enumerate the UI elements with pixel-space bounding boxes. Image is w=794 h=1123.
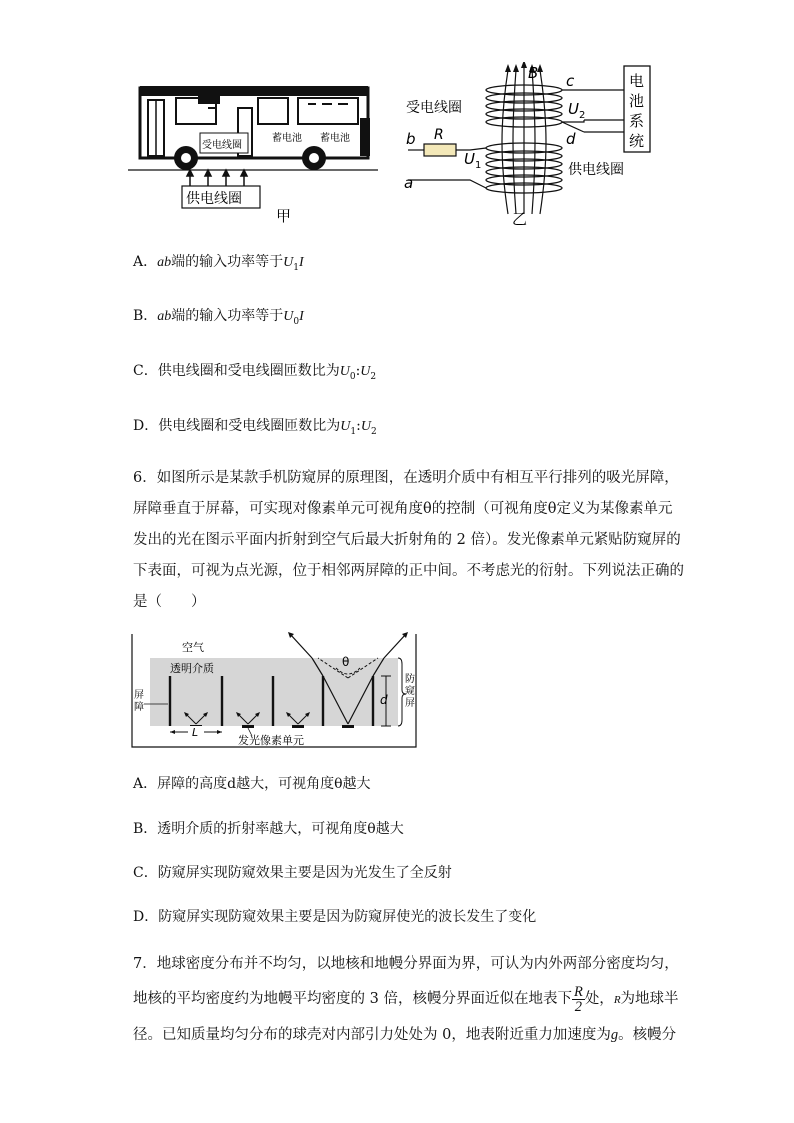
label-c: c <box>566 72 575 90</box>
q5-option-a[interactable]: A．ab端的输入功率等于$U_1I$ <box>133 254 304 273</box>
fraction-R-over-2: $\frac{R}{2}$ <box>573 983 583 1015</box>
q5-option-c[interactable]: C．供电线圈和受电线圈匝数比为$U_0:U_2$ <box>133 363 377 382</box>
q7-line-2: 地核的平均密度约为地幔平均密度的 3 倍，核幔分界面近似在地表下 $\frac{R}{2}$ 处，R为地球半 <box>133 983 679 1015</box>
q6-line-3: 发出的光在图示平面内折射到空气后最大折射角的 2 倍）。发光像素单元紧贴防窥屏的 <box>133 532 681 548</box>
bus-figure <box>128 78 378 228</box>
q5-option-b[interactable]: B．ab端的输入功率等于$U_0I$ <box>133 308 304 327</box>
supply-coil-label: 供电线圈 <box>186 191 242 207</box>
privacy-screen-figure <box>130 632 420 750</box>
battery-system-label: 电池系统 <box>629 72 645 150</box>
label-barrier: 屏障 <box>134 690 144 713</box>
label-R: R <box>434 127 444 143</box>
bus-battery-1-label: 蓄电池 <box>272 133 302 144</box>
label-theta: θ <box>342 655 350 669</box>
q6-option-b[interactable]: B．透明介质的折射率越大，可视角度θ越大 <box>133 821 404 837</box>
label-medium: 透明介质 <box>170 662 214 675</box>
coil-figure <box>400 62 680 230</box>
figure-caption-yi: 乙 <box>512 210 528 228</box>
label-b: b <box>406 130 416 148</box>
label-d: d <box>380 693 388 707</box>
figure-caption-jia: 甲 <box>276 207 292 225</box>
label-U2: $U_2$ <box>568 100 586 121</box>
label-a: a <box>404 174 414 192</box>
resistor-R <box>424 144 456 156</box>
label-pixel: 发光像素单元 <box>238 734 304 747</box>
label-B: B <box>528 64 539 82</box>
q6-option-c[interactable]: C．防窥屏实现防窥效果主要是因为光发生了全反射 <box>133 865 452 881</box>
label-L: L <box>192 726 199 739</box>
q6-option-d[interactable]: D．防窥屏实现防窥效果主要是因为防窥屏使光的波长发生了变化 <box>133 909 537 925</box>
q7-line-3: 径。已知质量均匀分布的球壳对内部引力处处为 0，地表附近重力加速度为g。核幔分 <box>133 1027 677 1043</box>
receiver-coil-label: 受电线圈 <box>406 100 462 116</box>
label-screen: 防窥屏 <box>405 674 415 709</box>
label-d: d <box>566 130 576 148</box>
q6-line-4: 下表面，可视为点光源，位于相邻两屏障的正中间。不考虑光的衍射。下列说法正确的 <box>133 563 684 579</box>
q7-line-1: 7．地球密度分布并不均匀，以地核和地幔分界面为界，可认为内外两部分密度均匀， <box>133 956 679 972</box>
q6-line-5: 是（ ） <box>133 594 206 610</box>
q6-option-a[interactable]: A．屏障的高度d越大，可视角度θ越大 <box>133 776 371 792</box>
bus-receiver-coil-label: 受电线圈 <box>202 140 242 151</box>
q5-option-d[interactable]: D．供电线圈和受电线圈匝数比为$U_1:U_2$ <box>133 418 377 437</box>
label-air: 空气 <box>182 641 204 654</box>
q6-line-1: 6．如图所示是某款手机防窥屏的原理图，在透明介质中有相互平行排列的吸光屏障， <box>133 470 679 486</box>
label-U1: $U_1$ <box>464 150 482 171</box>
q6-line-2: 屏障垂直于屏幕，可实现对像素单元可视角度θ的控制（可视角度θ定义为某像素单元 <box>133 501 673 517</box>
supply-coil-label-right: 供电线圈 <box>568 162 624 178</box>
bus-battery-2-label: 蓄电池 <box>320 133 350 144</box>
